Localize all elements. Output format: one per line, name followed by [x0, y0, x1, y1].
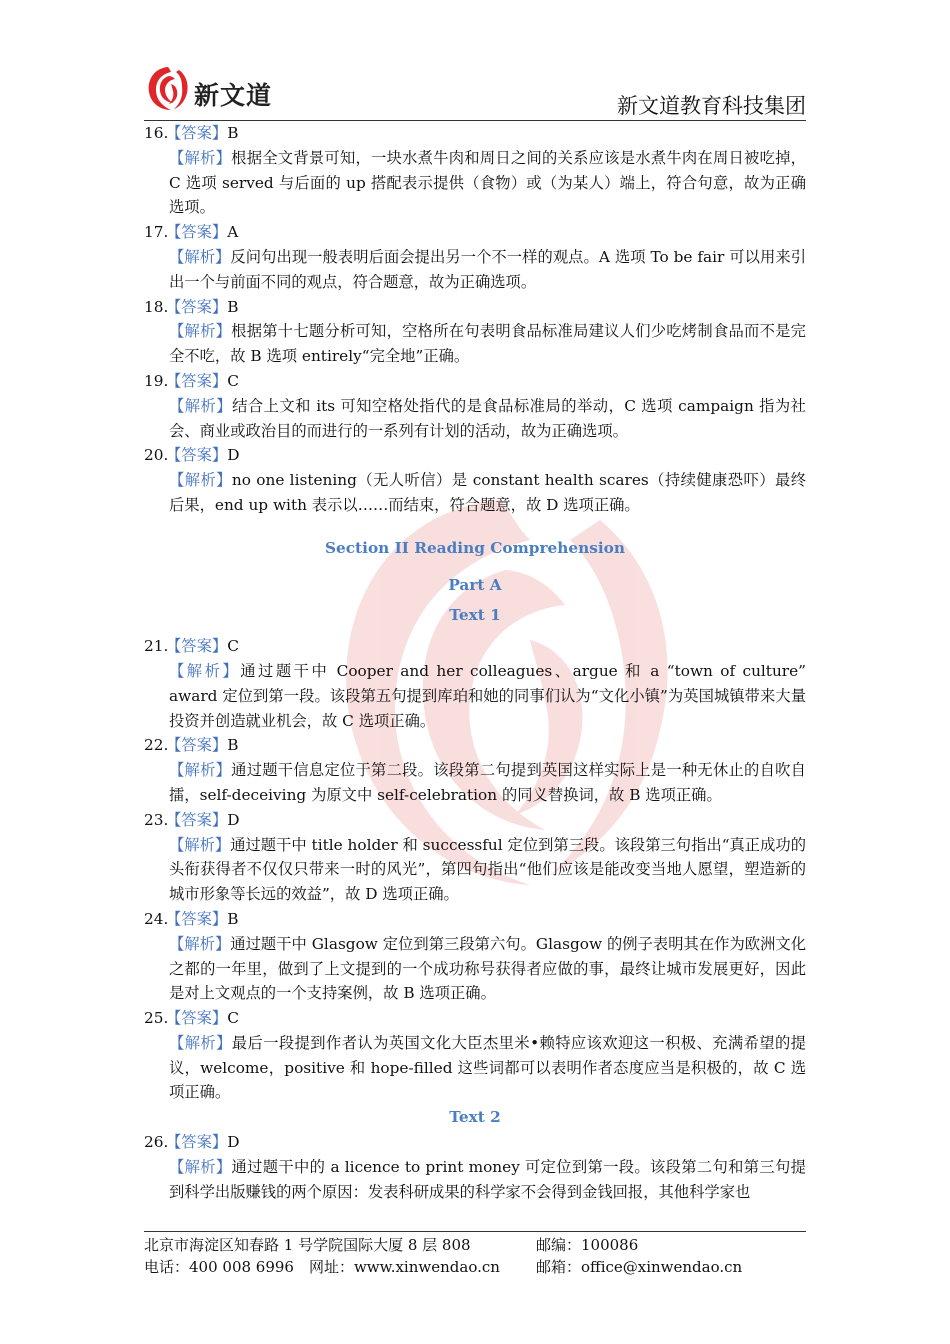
question-number: 25. [144, 1009, 169, 1028]
text1-title: Text 1 [449, 606, 501, 625]
phoenix-logo-icon [144, 64, 192, 112]
answer-content [144, 121, 806, 1204]
analysis-label: 【解析】 [169, 148, 232, 167]
answer-line [144, 733, 806, 758]
answer-value: B [227, 736, 239, 755]
answer-line [144, 1130, 806, 1155]
answer-label: 【答案】 [166, 810, 228, 829]
analysis-label: 【解析】 [169, 1033, 232, 1052]
analysis-text: 通过题干中 title holder 和 successful 定位到第三段。该段第三句指出“真正成功的头衔获得者不仅仅只带来一时的风光”，第四句指出“他们应该是能改变当地人愿望，塑造新的城市形象等长远的效益”，故 D 选项正确。 [169, 835, 806, 904]
analysis-paragraph [144, 245, 806, 295]
answer-value: B [227, 124, 239, 142]
analysis-label: 【解析】 [169, 934, 231, 953]
analysis-paragraph [144, 758, 806, 808]
question-number: 24. [144, 909, 169, 928]
footer-phone-website: 电话：400 008 6996 网址：www.xinwendao.cn [144, 1258, 500, 1276]
answer-value: B [227, 909, 239, 928]
answer-line [144, 295, 806, 320]
analysis-text: 根据第十七题分析可知，空格所在句表明食品标准局建议人们少吃烤制食品而不是完全不吃，故 B 选项 entirely“完全地”正确。 [169, 322, 806, 366]
answer-label: 【答案】 [166, 1133, 228, 1152]
part-title: Part A [448, 575, 502, 594]
analysis-text: 通过题干信息定位于第二段。该段第二句提到英国这样实际上是一种无休止的自吹自擂，self-deceiving 为原文中 self-celebration 的同义替换词，故 B 选项正确。 [169, 761, 806, 804]
answer-line [144, 808, 806, 833]
analysis-paragraph [144, 394, 806, 444]
answer-label: 【答案】 [166, 297, 228, 316]
answer-value: D [227, 810, 240, 829]
analysis-label: 【解析】 [169, 247, 231, 266]
section-title: Section II Reading Comprehension [324, 538, 626, 557]
analysis-label: 【解析】 [169, 761, 232, 780]
footer-postcode: 邮编：100086 [536, 1236, 639, 1254]
analysis-paragraph [144, 659, 806, 733]
analysis-paragraph [144, 319, 806, 369]
question-number: 18. [144, 297, 169, 316]
answer-line [144, 443, 806, 468]
analysis-paragraph [144, 833, 806, 907]
analysis-label: 【解析】 [169, 322, 232, 341]
analysis-paragraph [144, 932, 806, 1006]
analysis-text: 通过题干中 Glasgow 定位到第三段第六句。Glasgow 的例子表明其在作为欧洲文化之都的一年里，做到了上文提到的一个成功称号获得者应做的事，最终让城市发展更好，因此是对上文观点的一个支持案例，故 B 选项正确。 [169, 934, 806, 1003]
analysis-label: 【解析】 [169, 471, 232, 490]
page-header [144, 62, 806, 120]
page-footer [144, 1234, 806, 1278]
question-number: 17. [144, 223, 169, 242]
analysis-text: 通过题干中 Cooper and her colleagues、argue 和 a “town of culture” award 定位到第一段。该段第五句提到库珀和她的同事们认为“文化小镇”为英国城镇带来大量投资并创造就业机会，故 C 选项正确。 [169, 661, 806, 730]
question-number: 21. [144, 637, 169, 656]
analysis-paragraph [144, 468, 806, 518]
answer-line [144, 907, 806, 932]
answer-label: 【答案】 [166, 1009, 228, 1028]
answer-line [144, 220, 806, 245]
analysis-label: 【解析】 [169, 1157, 232, 1176]
answer-label: 【答案】 [166, 223, 228, 242]
answer-label: 【答案】 [166, 124, 228, 142]
question-number: 26. [144, 1133, 169, 1152]
answer-label: 【答案】 [166, 736, 228, 755]
footer-divider [144, 1231, 806, 1232]
question-number: 23. [144, 810, 169, 829]
text2-title: Text 2 [449, 1108, 501, 1127]
answer-label: 【答案】 [166, 909, 228, 928]
analysis-label: 【解析】 [169, 835, 231, 854]
analysis-paragraph [144, 1155, 806, 1205]
question-number: 20. [144, 446, 169, 465]
logo-text: 新文道 [194, 81, 273, 110]
answer-value: B [227, 297, 239, 316]
answer-value: D [227, 1133, 240, 1152]
answer-line [144, 369, 806, 394]
company-name: 新文道教育科技集团 [617, 94, 806, 118]
analysis-text: 根据全文背景可知，一块水煮牛肉和周日之间的关系应该是水煮牛肉在周日被吃掉，C 选项 served 与后面的 up 搭配表示提供（食物）或（为某人）端上，符合句意，故为正确选项。 [169, 148, 806, 217]
analysis-text: 最后一段提到作者认为英国文化大臣杰里米•赖特应该欢迎这一积极、充满希望的提议，welcome，positive 和 hope-filled 这些词都可以表明作者态度应当是积极的，故 C 选项正确。 [169, 1033, 806, 1102]
analysis-text: no one listening（无人听信）是 constant health scares（持续健康恐吓）最终后果，end up with 表示以……而结束，符合题意，故 D 选项正确。 [169, 471, 806, 514]
analysis-label: 【解析】 [169, 396, 233, 415]
analysis-paragraph [144, 146, 806, 220]
analysis-label: 【解析】 [169, 661, 241, 680]
footer-address: 北京市海淀区知春路 1 号学院国际大厦 8 层 808 [144, 1236, 471, 1254]
answer-line [144, 1006, 806, 1031]
answer-value: C [227, 1009, 239, 1028]
answer-label: 【答案】 [166, 637, 228, 656]
question-number: 22. [144, 736, 169, 755]
question-number: 16. [144, 124, 169, 142]
answer-line [144, 634, 806, 659]
answer-value: A [227, 223, 239, 242]
footer-email: 邮箱：office@xinwendao.cn [536, 1258, 743, 1276]
analysis-paragraph [144, 1031, 806, 1105]
answer-value: C [227, 637, 239, 656]
question-number: 19. [144, 371, 169, 390]
analysis-text: 结合上文和 its 可知空格处指代的是食品标准局的举动，C 选项 campaign 指为社会、商业或政治目的而进行的一系列有计划的活动，故为正确选项。 [169, 396, 806, 440]
analysis-text: 反问句出现一般表明后面会提出另一个不一样的观点。A 选项 To be fair 可以用来引出一个与前面不同的观点，符合题意，故为正确选项。 [169, 247, 806, 291]
answer-label: 【答案】 [166, 446, 228, 465]
analysis-text: 通过题干中的 a licence to print money 可定位到第一段。该段第二句和第三句提到科学出版赚钱的两个原因：发表科研成果的科学家不会得到金钱回报，其他科学家也 [169, 1157, 806, 1201]
answer-value: C [227, 371, 239, 390]
answer-value: D [227, 446, 240, 465]
brand-logo [144, 64, 294, 116]
answer-line [144, 121, 806, 146]
answer-label: 【答案】 [166, 371, 228, 390]
